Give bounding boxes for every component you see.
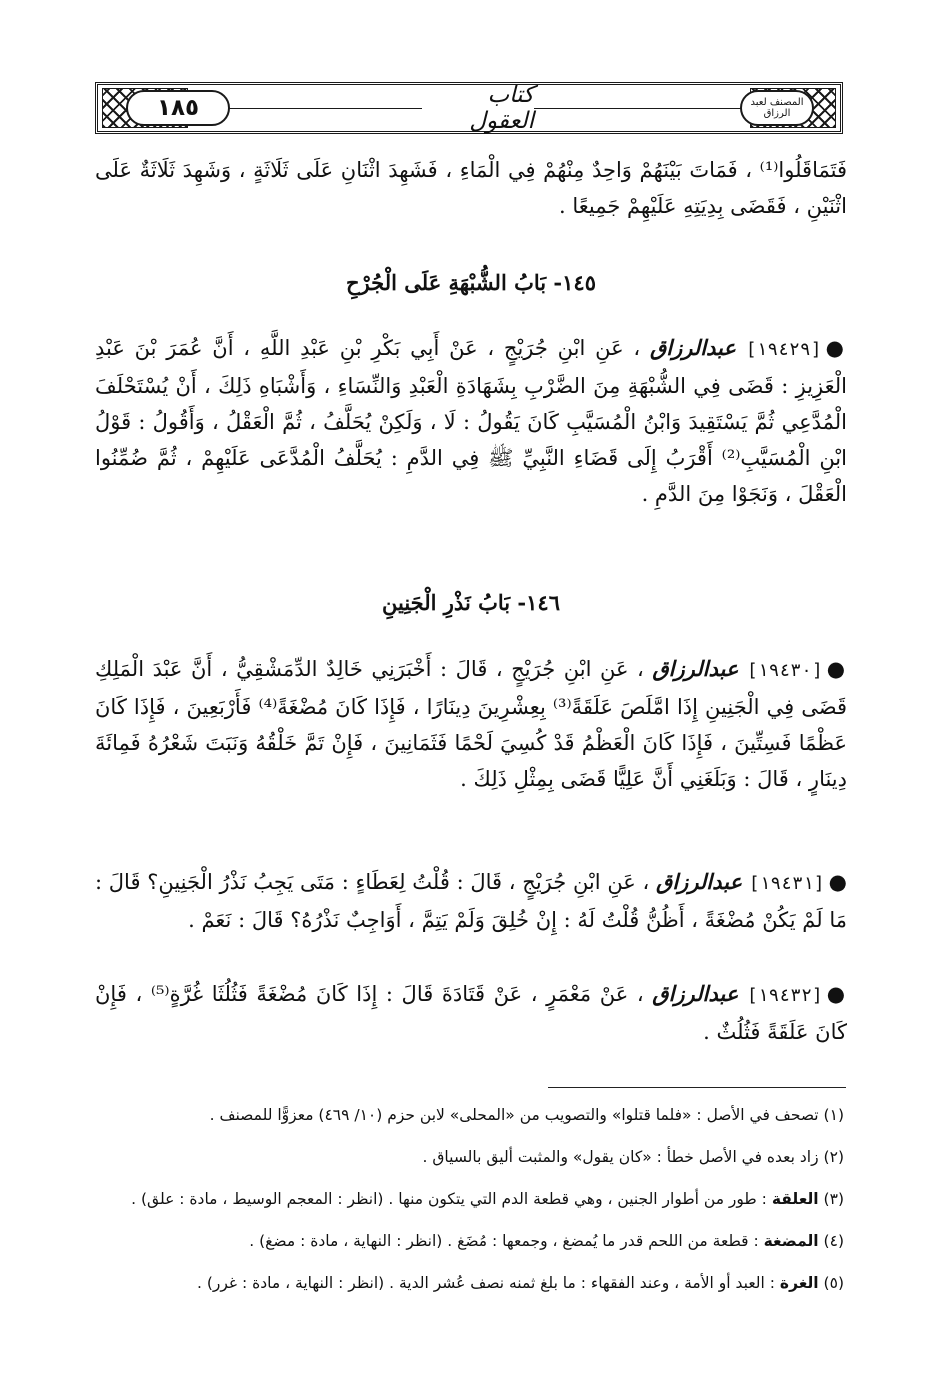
footnote-term: العلقة [771, 1190, 819, 1208]
bullet-icon: ● [826, 981, 847, 1006]
hadith-ref: [١٩٤٣٠] [746, 660, 823, 681]
hadith-ref: [١٩٤٣١] [748, 873, 825, 894]
intro-text: فَتَمَاقَلُوا⁽¹⁾ ، فَمَاتَ بَيْنَهُمْ وَاحِدٌ مِنْهُمْ فِي الْمَاءِ ، فَشَهِدَ اثْنَانِ عَلَى ثَلَاثَةٍ ، وَشَهِدَ ثَلَاثَةٌ عَلَى اثْنَيْنِ ، فَقَضَى بِدِيَتِهِ عَلَيْهِمْ جَمِيعًا . [95, 158, 847, 218]
footnote-number: (١) [823, 1106, 844, 1124]
footnote-1 [96, 1104, 844, 1126]
book-title: كتاب العقول [422, 89, 534, 127]
chapter-heading-146: ١٤٦- بَابُ نَذْرِ الْجَنِينِ [382, 590, 560, 615]
hadith-author: عبدالرزاق [652, 656, 739, 681]
hadith-19429 [95, 330, 847, 512]
bullet-icon: ● [826, 656, 847, 681]
footnote-text: : العبد أو الأمة ، وعند الفقهاء : ما بلغ ثمنه نصف عُشر الدية . (انظر : النهاية ، مادة : غرر) . [196, 1274, 775, 1292]
hadith-text: ، عَنِ ابْنِ جُرَيْجٍ ، عَنْ أَبِي بَكْرِ بْنِ عَبْدِ اللَّهِ ، أَنَّ عُمَرَ بْنَ عَبْدِ الْعَزِيزِ : قَضَى فِي الشُّبْهَةِ مِنَ الضَّرْبِ بِشَهَادَةِ الْعَبْدِ وَالنِّسَاءِ ، وَأَشْبَاهِ ذَلِكَ ، أَنْ يُسْتَحْلَفَ الْمُدَّعِي ثُمَّ يَسْتَقِيدَ وَابْنُ الْمُسَيَّبِ كَانَ يَقُولُ : لَا ، وَلَكِنْ يُحَلَّفُ ، ثُمَّ الْعَقْلُ ، وَأَقُولُ : قَوْلُ ابْنِ الْمُسَيَّبِ⁽²⁾ أَقْرَبُ إِلَى قَضَاءِ النَّبِيِّ ﷺ فِي الدَّمِ : يُحَلَّفُ الْمُدَّعَى عَلَيْهِمْ ، ثُمَّ ضُمِّنُوا الْعَقْلَ ، وَنَجَوْا مِنَ الدَّمِ . [95, 336, 847, 506]
hadith-author: عبدالرزاق [652, 981, 739, 1006]
footnote-number: (٢) [823, 1148, 844, 1166]
bullet-icon: ● [828, 869, 847, 894]
footnote-term: الغرة [779, 1274, 819, 1292]
footnote-text: : قطعة من اللحم قدر ما يُمضغ ، وجمعها : مُضَغ . (انظر : النهاية ، مادة : مضغ) . [249, 1232, 759, 1250]
hadith-19431 [95, 864, 847, 938]
footnote-4 [96, 1230, 844, 1252]
hadith-author: عبدالرزاق [649, 335, 736, 360]
hadith-text: ، عَنْ مَعْمَرٍ ، عَنْ قَتَادَةَ قَالَ : إِذَا كَانَ مُضْغَةً فَثُلُثَا غُرَّةٍ⁽⁵⁾ ، فَإِنْ كَانَ عَلَقَةً فَثُلُثٌ . [95, 982, 847, 1044]
hadith-author: عبدالرزاق [656, 869, 743, 894]
footnote-text: زاد بعده في الأصل خطأ : «كان يقول» والمثبت أليق بالسياق . [422, 1148, 819, 1166]
intro-paragraph [95, 152, 847, 224]
hadith-text: ، عَنِ ابْنِ جُرَيْجٍ ، قَالَ : أَخْبَرَنِي خَالِدٌ الدِّمَشْقِيُّ ، أَنَّ عَبْدَ الْمَلِكِ قَضَى فِي الْجَنِينِ إِذَا امَّلَصَ عَلَقَةً⁽³⁾ بِعِشْرِينَ دِينَارًا ، فَإِذَا كَانَ مُضْغَةً⁽⁴⁾ فَأَرْبَعِينَ ، فَإِذَا كَانَ عَظْمًا فَسِتِّينَ ، فَإِذَا كَانَ الْعَظْمُ قَدْ كُسِيَ لَحْمًا فَثَمَانِينَ ، فَإِنْ تَمَّ خَلْقُهُ وَنَبَتَ شَعْرُهُ فَمِائَةَ دِينَارٍ ، قَالَ : وَبَلَغَنِي أَنَّ عَلِيًّا قَضَى بِمِثْلِ ذَلِكَ . [95, 657, 847, 791]
footnote-5 [96, 1272, 844, 1294]
hadith-ref: [١٩٤٣٢] [746, 985, 823, 1006]
footnote-number: (٥) [823, 1274, 844, 1292]
hadith-19430 [95, 651, 847, 797]
bullet-icon: ● [825, 335, 847, 360]
footnote-text: : طور من أطوار الجنين ، وهي قطعة الدم التي يتكون منها . (انظر : المعجم الوسيط ، مادة : علق) . [131, 1190, 767, 1208]
page-number: ١٨٥ [126, 90, 230, 126]
footnote-2 [96, 1146, 844, 1168]
footnote-3 [96, 1188, 844, 1210]
hadith-ref: [١٩٤٢٩] [745, 339, 822, 360]
footnote-term: المضغة [763, 1232, 819, 1250]
book-logo: المصنف لعبد الرزاق [740, 90, 814, 126]
footnote-number: (٤) [823, 1232, 844, 1250]
page-header [95, 82, 843, 134]
chapter-heading-145: ١٤٥- بَابُ الشُّبْهَةِ عَلَى الْجُرْحِ [346, 270, 596, 295]
footnote-number: (٣) [823, 1190, 844, 1208]
hadith-text: ، عَنِ ابْنِ جُرَيْجٍ ، قَالَ : قُلْتُ لِعَطَاءٍ : مَتَى يَجِبُ نَذْرُ الْجَنِينِ؟ قَالَ : مَا لَمْ يَكُنْ مُضْغَةً ، أَظُنُّ قُلْتُ لَهُ : إِنْ خُلِقَ وَلَمْ يَتِمَّ ، أَوَاجِبٌ نَذْرُهُ؟ قَالَ : نَعَمْ . [95, 870, 847, 932]
footnote-text: تصحف في الأصل : «فلما قتلوا» والتصويب من «المحلى» لابن حزم (١٠/ ٤٦٩) معزوًّا للمصنف . [209, 1106, 819, 1124]
hadith-19432 [95, 976, 847, 1050]
footnote-separator [548, 1087, 846, 1088]
